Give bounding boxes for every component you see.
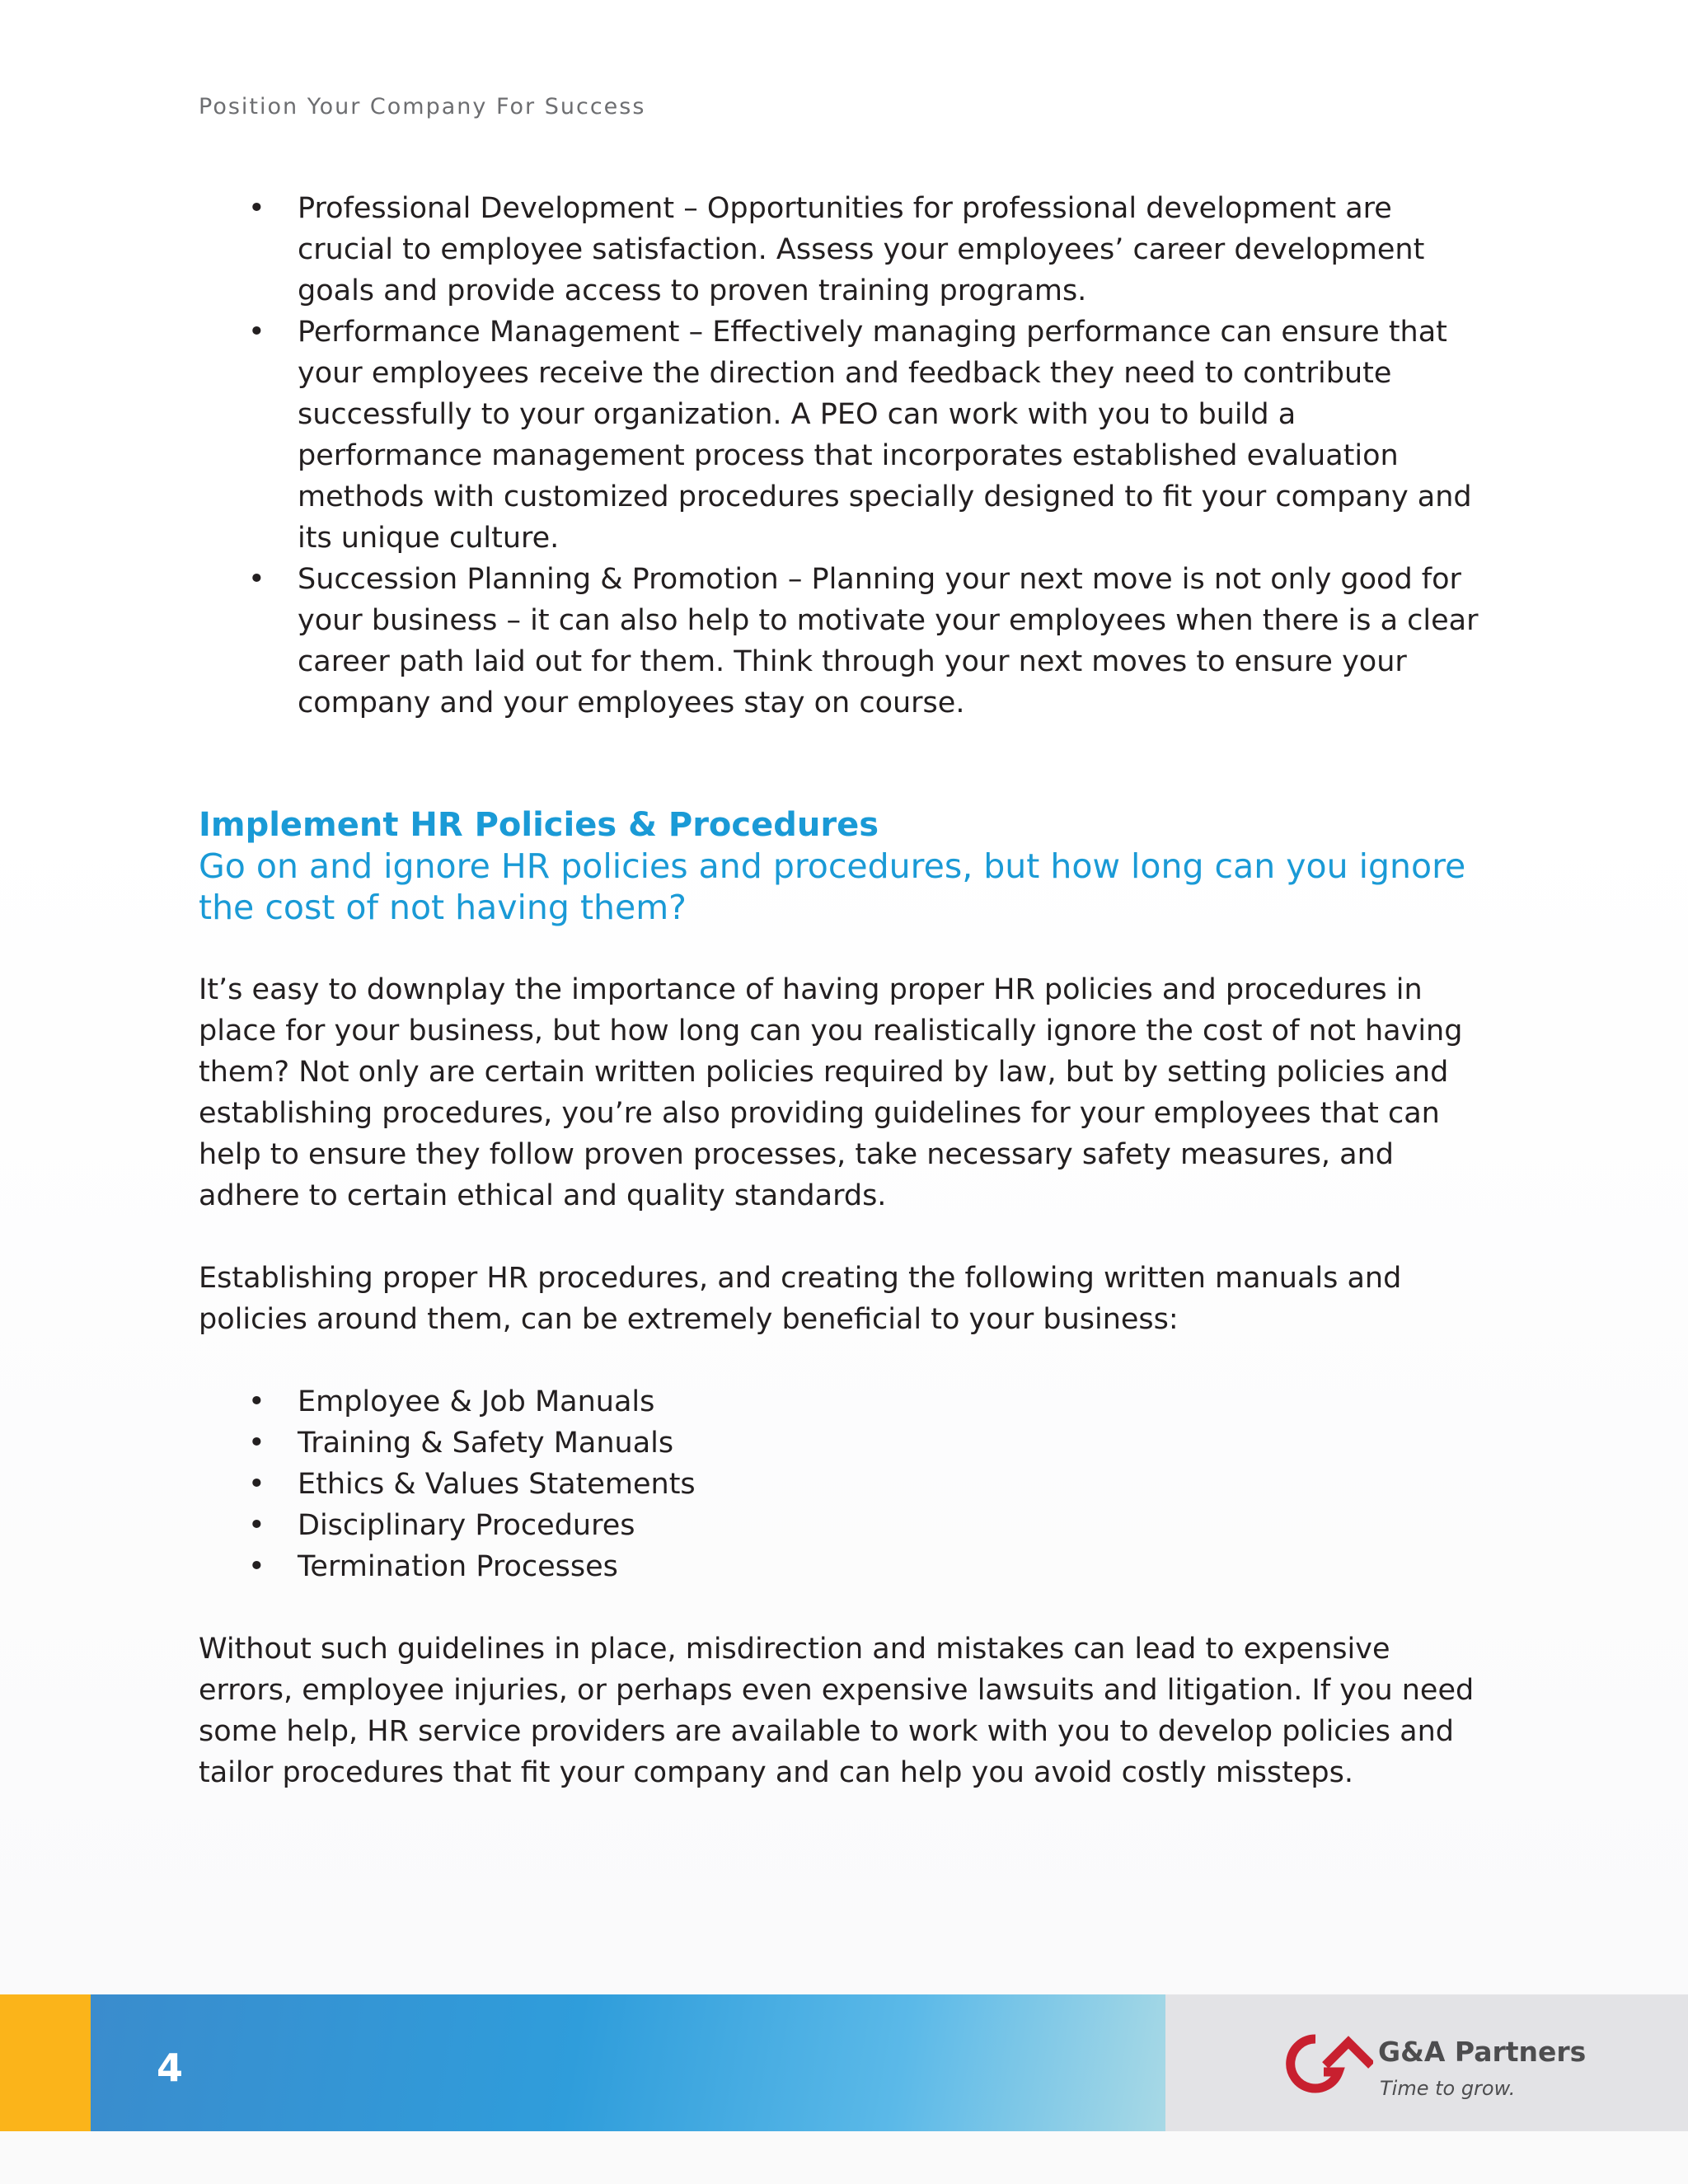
list-item <box>199 1505 1484 1546</box>
bullet-icon: • <box>248 1509 265 1542</box>
section-heading: Implement HR Policies & Procedures <box>199 806 879 844</box>
body-paragraph: Without such guidelines in place, misdirection and mistakes can lead to expensive errors, employee injuries, or perhaps even expensive lawsuits and litigation. If you need some help, HR service providers are available to work with you to develop policies and tailor procedures that fit your company and can help you avoid costly missteps. <box>199 1633 1475 1789</box>
footer-yellow-block <box>0 1994 91 2131</box>
list-item <box>199 1546 1484 1587</box>
bullet-icon: • <box>248 316 265 349</box>
brand-logo <box>1282 2026 1587 2108</box>
bottom-margin <box>0 2131 1688 2184</box>
list-item <box>199 1422 1484 1464</box>
bullet-icon: • <box>248 1427 265 1460</box>
bullet-icon: • <box>248 1385 265 1418</box>
list-item-text: Succession Planning & Promotion – Planning your next move is not only good for your business – it can also help to motivate your employees when there is a clear career path laid out for them. Think through your next moves to ensure your company and your employees stay on course. <box>298 563 1479 719</box>
brand-tagline: Time to grow. <box>1380 2077 1516 2100</box>
footer-blue-block <box>91 1994 1165 2131</box>
page-number: 4 <box>157 2046 184 2090</box>
page-content <box>199 188 1484 1793</box>
list-item <box>199 188 1484 312</box>
bullet-icon: • <box>248 192 265 225</box>
bullet-icon: • <box>248 563 265 596</box>
brand-name: G&A Partners <box>1378 2036 1587 2068</box>
list-item <box>199 559 1484 724</box>
list-item <box>199 312 1484 559</box>
policy-list <box>199 1381 1484 1587</box>
section-subheading: Go on and ignore HR policies and procedures, but how long can you ignore the cost of not having them? <box>199 846 1466 927</box>
intro-bullet-list <box>199 188 1484 724</box>
list-item-text: Performance Management – Effectively managing performance can ensure that your employees receive the direction and feedback they need to contribute successfully to your organization. A PEO can work with you to build a performance management process that incorporates established evaluation methods with customized procedures specially designed to fit your company and its unique culture. <box>298 316 1472 555</box>
list-item <box>199 1464 1484 1505</box>
list-item-text: Training & Safety Manuals <box>298 1427 674 1460</box>
list-item-text: Ethics & Values Statements <box>298 1468 696 1501</box>
list-item-text: Disciplinary Procedures <box>298 1509 635 1542</box>
body-paragraph: It’s easy to downplay the importance of having proper HR policies and procedures in place for your business, but how long can you realistically ignore the cost of not having them? Not only are certain written policies required by law, but by setting policies and establishing procedures, you’re also providing guidelines for your employees that can help to ensure they follow proven processes, take necessary safety measures, and adhere to certain ethical and quality standards. <box>199 973 1463 1212</box>
list-item-text: Termination Processes <box>298 1550 618 1583</box>
running-header: Position Your Company For Success <box>199 94 646 120</box>
bullet-icon: • <box>248 1550 265 1583</box>
list-item-text: Professional Development – Opportunities for professional development are crucial to employee satisfaction. Assess your employees’ career development goals and provide access to proven training programs. <box>298 192 1425 307</box>
bullet-icon: • <box>248 1468 265 1501</box>
g-arrow-logo-icon <box>1282 2029 1373 2095</box>
list-item <box>199 1381 1484 1422</box>
list-item-text: Employee & Job Manuals <box>298 1385 655 1418</box>
body-paragraph: Establishing proper HR procedures, and creating the following written manuals and policies around them, can be extremely beneficial to your business: <box>199 1262 1402 1336</box>
